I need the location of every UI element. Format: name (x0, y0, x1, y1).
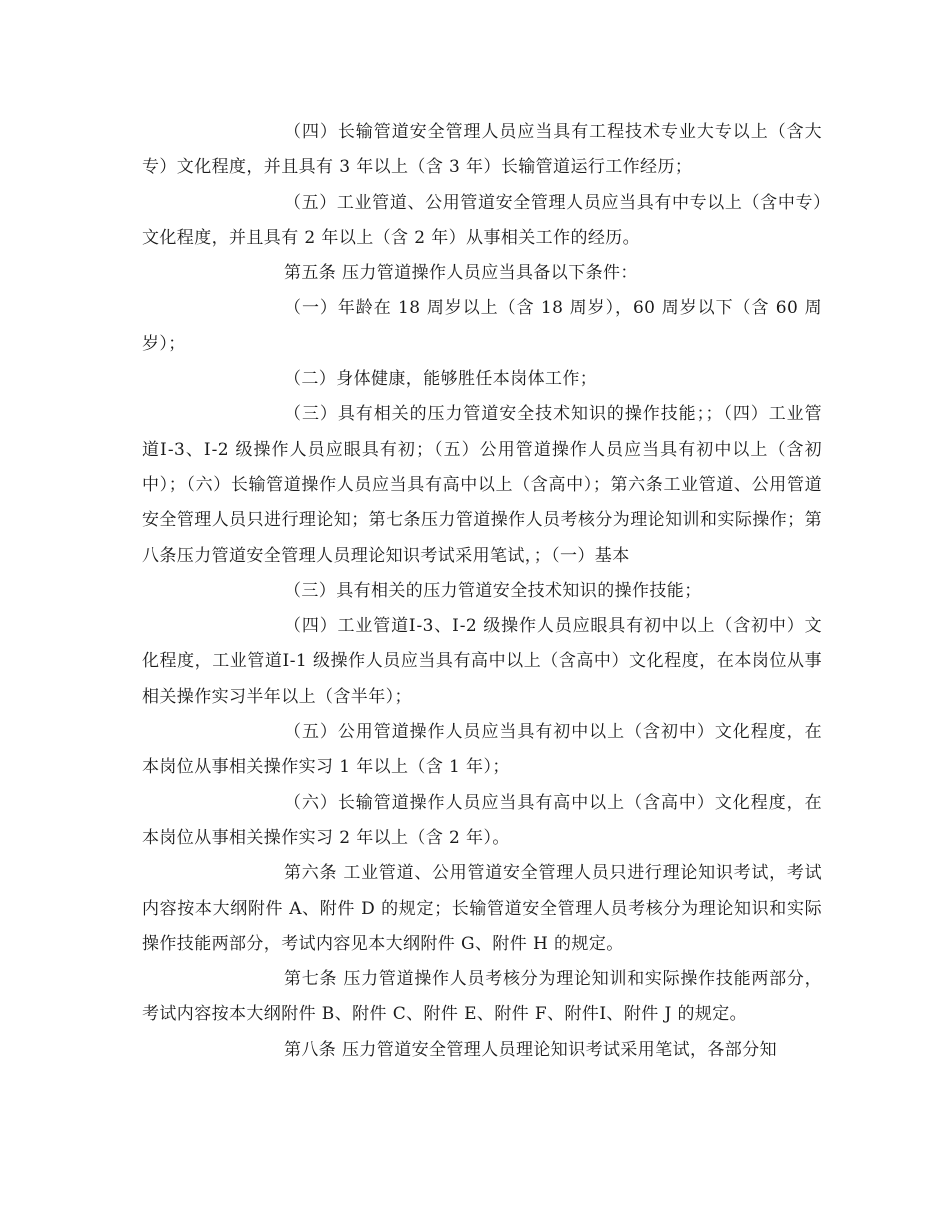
paragraph: （一）年龄在 18 周岁以上（含 18 周岁），60 周岁以下（含 60 周岁）； (142, 298, 822, 354)
article-paragraph: 第六条 工业管道、公用管道安全管理人员只进行理论知识考试，考试内容按本大纲附件 A、附件 D 的规定；长输管道安全管理人员考核分为理论知识和实际操作技能两部分，考试内容见本大纲附件 G、附件 H 的规定。 (142, 863, 822, 954)
paragraph: （三）具有相关的压力管道安全技术知识的操作技能；；（四）工业管道Ⅰ-3、Ⅰ-2 级操作人员应眼具有初；（五）公用管道操作人员应当具有初中以上（含初中）；（六）长输管道操作人员应当具有高中以上（含高中）；第六条工业管道、公用管道安全管理人员只进行理论知；第七条压力管道操作人员考核分为理论知训和实际操作；第八条压力管道安全管理人员理论知识考试采用笔试，；（一）基本 (142, 404, 822, 566)
paragraph: （二）身体健康，能够胜任本岗体工作； (284, 369, 598, 390)
paragraph: （四）长输管道安全管理人员应当具有工程技术专业大专以上（含大专）文化程度，并且具有 3 年以上（含 3 年）长输管道运行工作经历； (142, 122, 822, 178)
paragraph: （三）具有相关的压力管道安全技术知识的操作技能； (284, 580, 702, 601)
paragraph: （五）公用管道操作人员应当具有初中以上（含初中）文化程度，在本岗位从事相关操作实习 1 年以上（含 1 年）； (142, 722, 822, 778)
paragraph: （六）长输管道操作人员应当具有高中以上（含高中）文化程度，在本岗位从事相关操作实习 2 年以上（含 2 年）。 (142, 792, 822, 848)
article-paragraph: 第七条 压力管道操作人员考核分为理论知训和实际操作技能两部分，考试内容按本大纲附件 B、附件 C、附件 E、附件 F、附件Ⅰ、附件 J 的规定。 (142, 969, 822, 1025)
article-heading: 第五条 压力管道操作人员应当具备以下条件： (284, 263, 638, 284)
article-paragraph: 第八条 压力管道安全管理人员理论知识考试采用笔试，各部分知 (284, 1039, 778, 1060)
document-body (142, 115, 822, 1068)
paragraph: （五）工业管道、公用管道安全管理人员应当具有中专以上（含中专）文化程度，并且具有 2 年以上（含 2 年）从事相关工作的经历。 (142, 192, 822, 248)
paragraph: （四）工业管道Ⅰ-3、Ⅰ-2 级操作人员应眼具有初中以上（含初中）文化程度，工业管道Ⅰ-1 级操作人员应当具有高中以上（含高中）文化程度，在本岗位从事相关操作实习半年以上（含半年）； (142, 616, 822, 707)
